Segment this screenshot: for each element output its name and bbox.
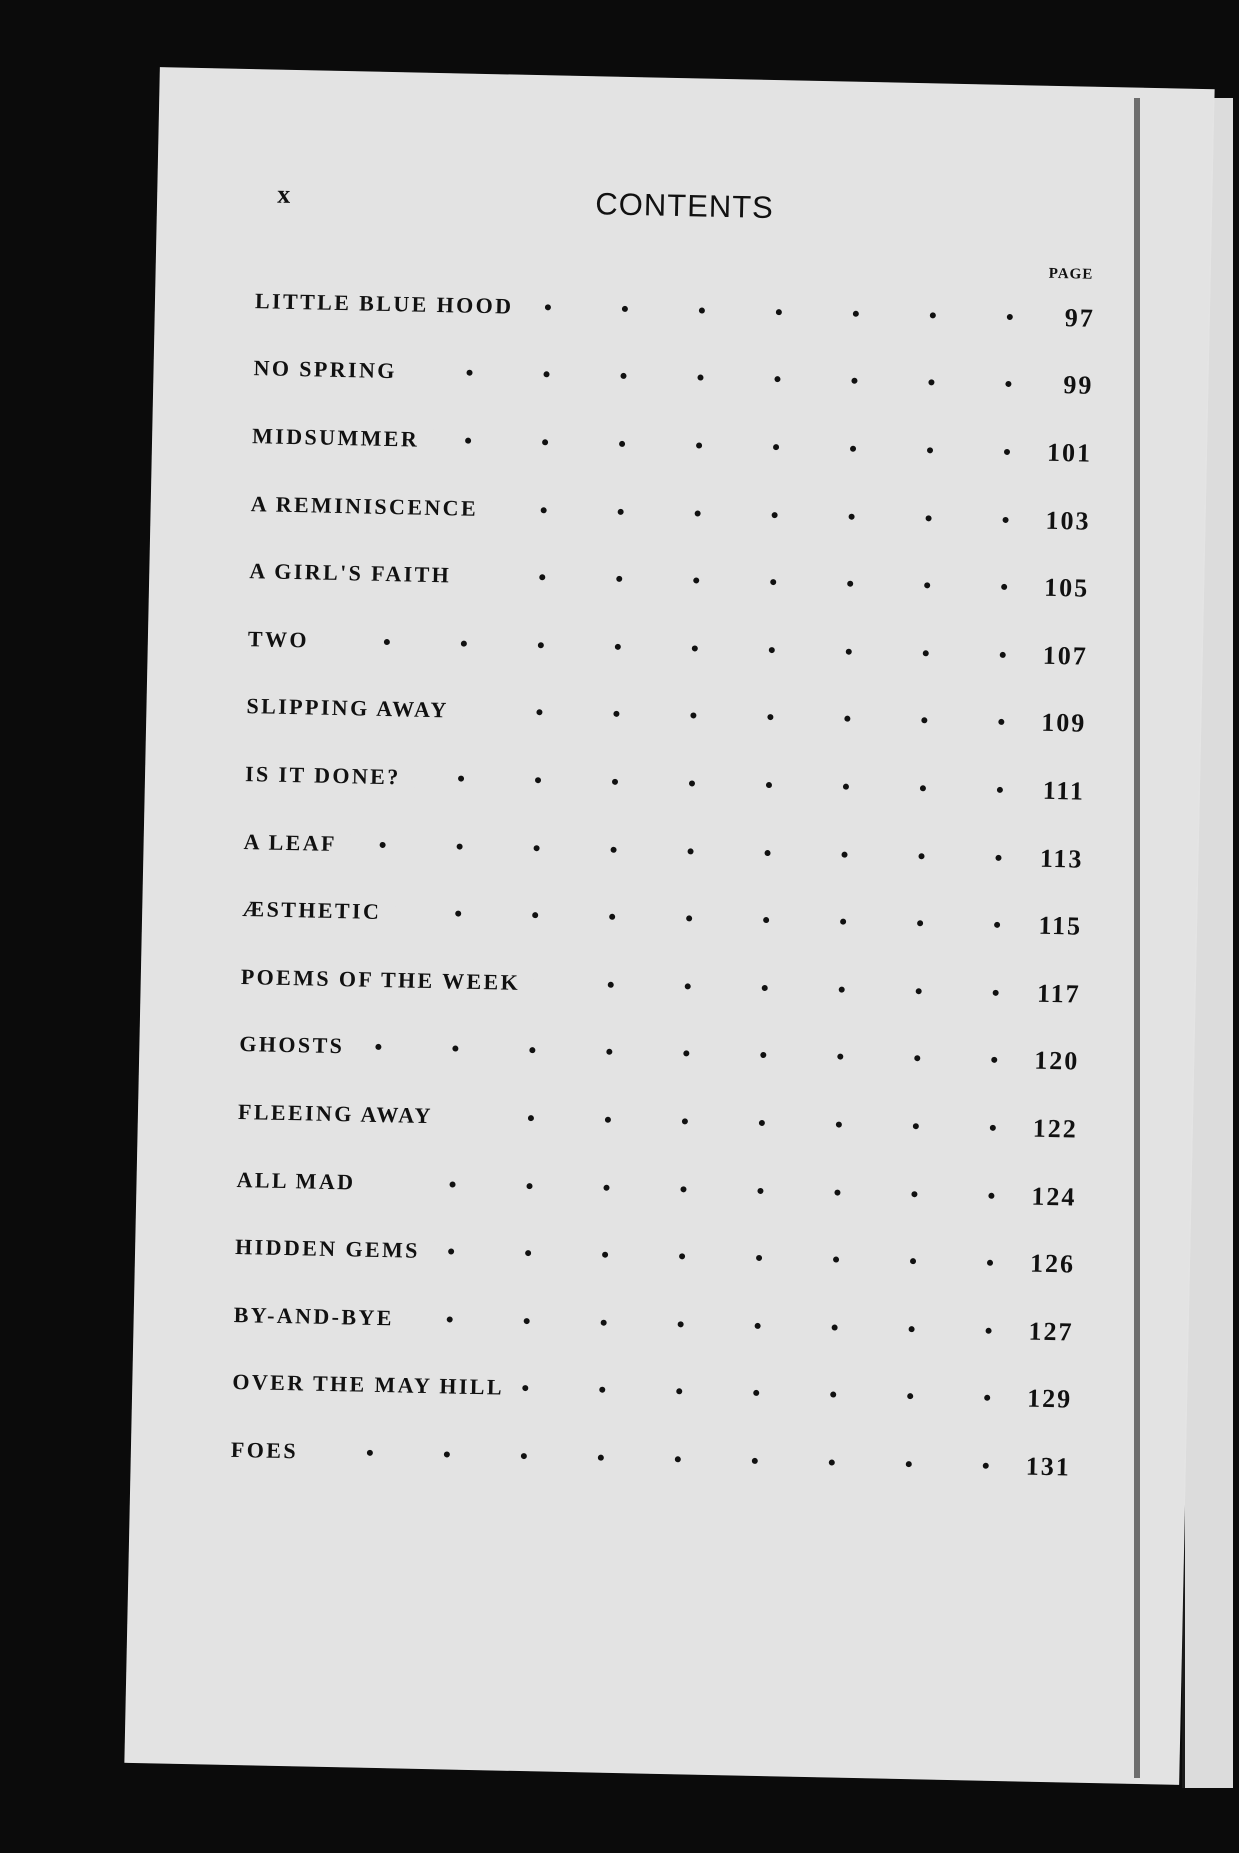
leader-dot bbox=[449, 1181, 455, 1187]
leader-dot bbox=[692, 645, 698, 651]
leader-dot bbox=[689, 780, 695, 786]
leader-dot bbox=[767, 714, 773, 720]
leader-dot bbox=[837, 1054, 843, 1060]
leader-dot bbox=[1007, 314, 1013, 320]
leader-dot bbox=[542, 439, 548, 445]
leader-dot bbox=[851, 378, 857, 384]
toc-entry-title: HIDDEN GEMS bbox=[235, 1234, 434, 1264]
toc-entry-title: POEMS OF THE WEEK bbox=[241, 964, 535, 996]
leader-dot bbox=[843, 784, 849, 790]
leader-dot bbox=[850, 446, 856, 452]
leader-dot bbox=[696, 442, 702, 448]
leader-dot bbox=[756, 1255, 762, 1261]
leader-dot bbox=[622, 306, 628, 312]
leader-dot bbox=[528, 1115, 534, 1121]
toc-entry-page-number: 99 bbox=[1063, 370, 1094, 401]
toc-entry-page-number: 107 bbox=[1042, 640, 1089, 671]
leader-dot bbox=[990, 1125, 996, 1131]
leader-dot bbox=[447, 1316, 453, 1322]
toc-entry-title: FOES bbox=[231, 1437, 313, 1465]
toc-entry-page-number: 111 bbox=[1042, 775, 1086, 806]
leader-dot bbox=[1005, 381, 1011, 387]
toc-entry-title: SLIPPING AWAY bbox=[246, 693, 463, 724]
leader-dot bbox=[686, 915, 692, 921]
leader-dot bbox=[923, 650, 929, 656]
toc-entry-title: BY-AND-BYE bbox=[233, 1302, 408, 1332]
leader-dot bbox=[606, 1049, 612, 1055]
dot-leader bbox=[230, 1416, 989, 1499]
toc-entry-page-number: 131 bbox=[1025, 1451, 1072, 1482]
toc-entry-title: LITTLE BLUE HOOD bbox=[255, 288, 528, 320]
leader-dot bbox=[380, 841, 386, 847]
leader-dot bbox=[766, 782, 772, 788]
leader-dot bbox=[918, 853, 924, 859]
leader-dot bbox=[535, 777, 541, 783]
leader-dot bbox=[833, 1257, 839, 1263]
toc-entry-title: ÆSTHETIC bbox=[242, 896, 396, 925]
leader-dot bbox=[917, 920, 923, 926]
leader-dot bbox=[847, 581, 853, 587]
leader-dot bbox=[529, 1047, 535, 1053]
toc-entry-page-number: 103 bbox=[1045, 505, 1091, 536]
leader-dot bbox=[983, 1463, 989, 1469]
leader-dot bbox=[526, 1183, 532, 1189]
toc-entry-title: IS IT DONE? bbox=[245, 761, 415, 791]
leader-dot bbox=[907, 1393, 913, 1399]
leader-dot bbox=[609, 914, 615, 920]
leader-dot bbox=[384, 639, 390, 645]
leader-dot bbox=[930, 312, 936, 318]
leader-dot bbox=[536, 710, 542, 716]
leader-dot bbox=[916, 988, 922, 994]
leader-dot bbox=[599, 1387, 605, 1393]
leader-dot bbox=[997, 787, 1003, 793]
leader-dot bbox=[608, 981, 614, 987]
leader-dot bbox=[683, 1051, 689, 1057]
leader-dot bbox=[760, 1052, 766, 1058]
toc-entry-title: NO SPRING bbox=[253, 356, 411, 385]
leader-dot bbox=[615, 644, 621, 650]
leader-dot bbox=[605, 1117, 611, 1123]
toc-entry-title: A REMINISCENCE bbox=[250, 491, 492, 522]
toc-entry-title: A GIRL'S FAITH bbox=[249, 558, 465, 589]
leader-dot bbox=[769, 647, 775, 653]
toc-entry-title: TWO bbox=[248, 626, 324, 654]
leader-dot bbox=[995, 854, 1001, 860]
leader-dot bbox=[699, 307, 705, 313]
leader-dot bbox=[612, 779, 618, 785]
leader-dot bbox=[466, 370, 472, 376]
leader-dot bbox=[839, 986, 845, 992]
leader-dot bbox=[679, 1253, 685, 1259]
leader-dot bbox=[465, 438, 471, 444]
leader-dot bbox=[458, 775, 464, 781]
page-gutter-shadow bbox=[1134, 98, 1140, 1778]
leader-dot bbox=[602, 1252, 608, 1258]
leader-dot bbox=[444, 1451, 450, 1457]
leader-dot bbox=[834, 1189, 840, 1195]
leader-dot bbox=[987, 1260, 993, 1266]
leader-dot bbox=[913, 1123, 919, 1129]
leader-dot bbox=[926, 515, 932, 521]
leader-dot bbox=[461, 640, 467, 646]
leader-dot bbox=[836, 1121, 842, 1127]
leader-dot bbox=[601, 1319, 607, 1325]
leader-dot bbox=[532, 912, 538, 918]
leader-dot bbox=[994, 922, 1000, 928]
leader-dot bbox=[455, 911, 461, 917]
leader-dot bbox=[675, 1456, 681, 1462]
leader-dot bbox=[685, 983, 691, 989]
leader-dot bbox=[616, 576, 622, 582]
toc-entry-page-number: 120 bbox=[1033, 1045, 1080, 1076]
leader-dot bbox=[753, 1390, 759, 1396]
leader-dot bbox=[763, 917, 769, 923]
leader-dot bbox=[988, 1192, 994, 1198]
leader-dot bbox=[448, 1249, 454, 1255]
toc-entry-title: A LEAF bbox=[243, 829, 351, 857]
leader-dot bbox=[1000, 652, 1006, 658]
leader-dot bbox=[613, 711, 619, 717]
leader-dot bbox=[924, 582, 930, 588]
leader-dot bbox=[682, 1118, 688, 1124]
leader-dot bbox=[534, 845, 540, 851]
leader-dot bbox=[776, 309, 782, 315]
leader-dot bbox=[620, 373, 626, 379]
leader-dot bbox=[829, 1459, 835, 1465]
toc-entry-page-number: 101 bbox=[1046, 437, 1093, 468]
leader-dot bbox=[986, 1327, 992, 1333]
leader-dot bbox=[690, 713, 696, 719]
leader-dot bbox=[752, 1458, 758, 1464]
leader-dot bbox=[993, 990, 999, 996]
leader-dot bbox=[755, 1323, 761, 1329]
leader-dot bbox=[757, 1187, 763, 1193]
toc-entry-title: GHOSTS bbox=[239, 1031, 358, 1059]
leader-dot bbox=[541, 507, 547, 513]
leader-dot bbox=[830, 1392, 836, 1398]
leader-dot bbox=[618, 508, 624, 514]
leader-dot bbox=[841, 851, 847, 857]
leader-dot bbox=[688, 848, 694, 854]
leader-dot bbox=[762, 985, 768, 991]
leader-dot bbox=[991, 1057, 997, 1063]
toc-entry-page-number: 109 bbox=[1041, 708, 1087, 739]
page-column-label: PAGE bbox=[1048, 265, 1094, 283]
leader-dot bbox=[914, 1055, 920, 1061]
leader-dot bbox=[367, 1450, 373, 1456]
leader-dot bbox=[1004, 449, 1010, 455]
leader-dot bbox=[543, 372, 549, 378]
leader-dot bbox=[846, 648, 852, 654]
leader-dot bbox=[853, 311, 859, 317]
leader-dot bbox=[678, 1321, 684, 1327]
toc-entry-page-number: 124 bbox=[1031, 1181, 1077, 1212]
table-of-contents bbox=[230, 267, 1105, 1501]
leader-dot bbox=[539, 574, 545, 580]
leader-dot bbox=[998, 719, 1004, 725]
leader-dot bbox=[545, 304, 551, 310]
leader-dot bbox=[773, 444, 779, 450]
leader-dot bbox=[680, 1186, 686, 1192]
leader-dot bbox=[927, 447, 933, 453]
leader-dot bbox=[770, 579, 776, 585]
toc-entry-title: FLEEING AWAY bbox=[238, 1099, 447, 1129]
toc-entry-page-number: 113 bbox=[1039, 843, 1084, 874]
leader-dot bbox=[849, 513, 855, 519]
leader-dot bbox=[911, 1191, 917, 1197]
toc-entry-title: OVER THE MAY HILL bbox=[232, 1369, 518, 1401]
toc-entry-title: MIDSUMMER bbox=[252, 423, 434, 453]
toc-entry-page-number: 127 bbox=[1028, 1316, 1074, 1347]
leader-dot bbox=[457, 843, 463, 849]
leader-dot bbox=[1001, 584, 1007, 590]
leader-dot bbox=[759, 1120, 765, 1126]
leader-dot bbox=[598, 1455, 604, 1461]
leader-dot bbox=[522, 1385, 528, 1391]
toc-entry-page-number: 129 bbox=[1026, 1383, 1073, 1414]
leader-dot bbox=[910, 1258, 916, 1264]
leader-dot bbox=[832, 1324, 838, 1330]
leader-dot bbox=[525, 1250, 531, 1256]
page-folio: x bbox=[276, 179, 291, 209]
leader-dot bbox=[676, 1389, 682, 1395]
leader-dot bbox=[521, 1453, 527, 1459]
leader-dot bbox=[693, 578, 699, 584]
leader-dot bbox=[774, 376, 780, 382]
leader-dot bbox=[844, 716, 850, 722]
leader-dot bbox=[984, 1395, 990, 1401]
toc-entry-page-number: 122 bbox=[1032, 1113, 1079, 1144]
contents-page bbox=[124, 67, 1214, 1785]
leader-dot bbox=[375, 1044, 381, 1050]
toc-entry-page-number: 115 bbox=[1038, 910, 1083, 941]
leader-dot bbox=[695, 510, 701, 516]
leader-dot bbox=[538, 642, 544, 648]
leader-dot bbox=[619, 441, 625, 447]
leader-dot bbox=[921, 718, 927, 724]
leader-dot bbox=[1003, 516, 1009, 522]
leader-dot bbox=[611, 846, 617, 852]
toc-entry-page-number: 117 bbox=[1036, 978, 1081, 1009]
leader-dot bbox=[840, 919, 846, 925]
leader-dot bbox=[909, 1326, 915, 1332]
leader-dot bbox=[603, 1184, 609, 1190]
leader-dot bbox=[524, 1318, 530, 1324]
toc-entry-page-number: 105 bbox=[1043, 572, 1090, 603]
leader-dot bbox=[452, 1046, 458, 1052]
leader-dot bbox=[906, 1461, 912, 1467]
leader-dot bbox=[920, 785, 926, 791]
toc-entry-page-number: 126 bbox=[1029, 1248, 1076, 1279]
toc-entry-page-number: 97 bbox=[1064, 302, 1096, 333]
leader-dot bbox=[764, 850, 770, 856]
leader-dot bbox=[697, 375, 703, 381]
leader-dot bbox=[772, 512, 778, 518]
leader-dot bbox=[928, 380, 934, 386]
contents-heading: CONTENTS bbox=[594, 186, 775, 226]
toc-entry-title: ALL MAD bbox=[236, 1167, 369, 1196]
